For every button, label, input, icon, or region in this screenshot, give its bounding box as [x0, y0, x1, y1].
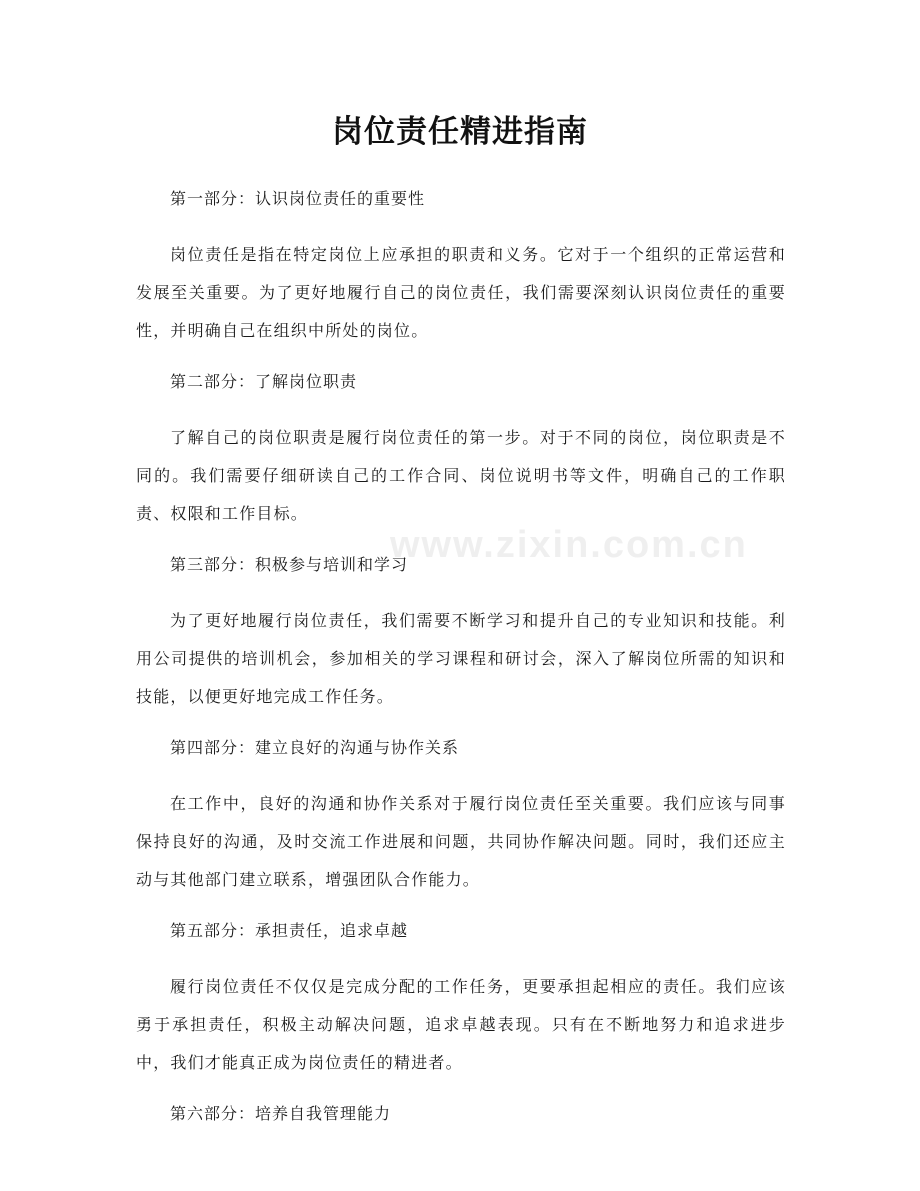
section-heading-5: 第五部分：承担责任，追求卓越: [170, 921, 409, 940]
section-paragraph-1: 岗位责任是指在特定岗位上应承担的职责和义务。它对于一个组织的正常运营和发展至关重要。为了更好地履行自己的岗位责任，我们需要深刻认识岗位责任的重要性，并明确自己在组织中所处的岗位。: [136, 245, 786, 340]
section-heading-6: 第六部分：培养自我管理能力: [170, 1104, 392, 1123]
section-heading-3: 第三部分：积极参与培训和学习: [170, 555, 409, 574]
document-body: [136, 183, 786, 1151]
section-heading-4: 第四部分：建立良好的沟通与协作关系: [170, 738, 460, 757]
watermark: www.zixin.com.cn: [390, 524, 748, 566]
document-title: 岗位责任精进指南: [332, 114, 588, 150]
section-paragraph-5: 履行岗位责任不仅仅是完成分配的工作任务，更要承担起相应的责任。我们应该勇于承担责任，积极主动解决问题，追求卓越表现。只有在不断地努力和追求进步中，我们才能真正成为岗位责任的精进者。: [136, 977, 786, 1072]
section-paragraph-3: 为了更好地履行岗位责任，我们需要不断学习和提升自己的专业知识和技能。利用公司提供的培训机会，参加相关的学习课程和研讨会，深入了解岗位所需的知识和技能，以便更好地完成工作任务。: [136, 611, 786, 706]
section-heading-1: 第一部分：认识岗位责任的重要性: [170, 189, 426, 208]
section-heading-2: 第二部分：了解岗位职责: [170, 372, 358, 391]
section-paragraph-2: 了解自己的岗位职责是履行岗位责任的第一步。对于不同的岗位，岗位职责是不同的。我们需要仔细研读自己的工作合同、岗位说明书等文件，明确自己的工作职责、权限和工作目标。: [136, 428, 786, 523]
section-paragraph-4: 在工作中，良好的沟通和协作关系对于履行岗位责任至关重要。我们应该与同事保持良好的沟通，及时交流工作进展和问题，共同协作解决问题。同时，我们还应主动与其他部门建立联系，增强团队合作能力。: [136, 794, 786, 889]
